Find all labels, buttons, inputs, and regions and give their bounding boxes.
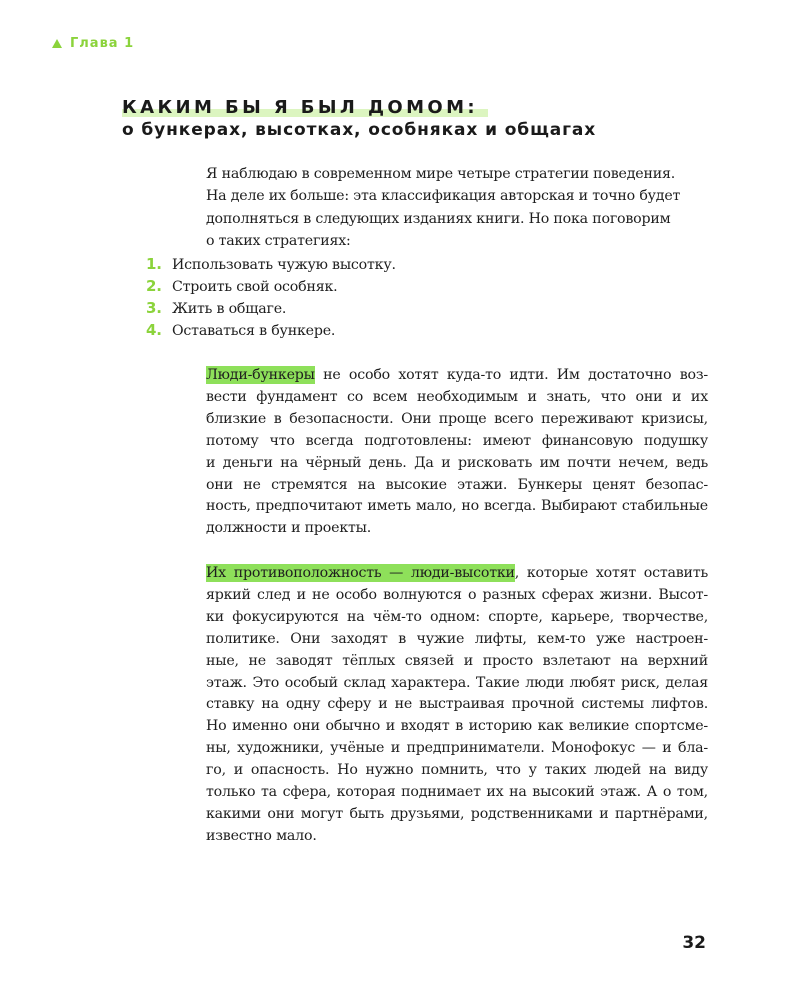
list-number: 4. <box>146 321 162 339</box>
text-line: ные, не заводят тёплых связей и просто взлетают на верхний <box>206 652 708 669</box>
text-line: Я наблюдаю в современном мире четыре стратегии поведения. <box>206 166 676 182</box>
text-line: известно мало. <box>206 827 317 844</box>
text-line: близкие в безопасности. Они проще всего переживают кризисы, <box>206 410 708 427</box>
text-line: Их противоположность — люди-высотки, которые хотят оставить <box>206 565 708 581</box>
list-item <box>146 255 396 277</box>
text-line: Люди-бункеры не особо хотят куда-то идти. Им достаточно воз- <box>206 367 708 383</box>
towers-paragraph <box>206 563 708 848</box>
intro-paragraph <box>206 163 709 253</box>
list-item <box>146 277 396 299</box>
text-line: дополняться в следующих изданиях книги. Но пока поговорим <box>206 210 671 227</box>
text-line: потому что всегда подготовлены: имеют финансовую подушку <box>206 432 708 449</box>
text-line: ки фокусируются на чём-то одном: спорте, карьере, творчестве, <box>206 608 708 625</box>
text-line: и деньги на чёрный день. Да и рисковать им почти нечем, ведь <box>206 454 708 471</box>
text-line: о таких стратегиях: <box>206 233 351 250</box>
text-line: яркий след и не особо волнуются о разных сферах жизни. Высот- <box>206 586 708 603</box>
towers-highlight: Их противоположность — люди-высотки <box>206 565 515 581</box>
list-item <box>146 321 396 343</box>
text-line: должности и проекты. <box>206 520 372 537</box>
triangle-icon <box>52 39 62 48</box>
list-item <box>146 299 396 321</box>
text-line: политике. Они заходят в чужие лифты, кем-то уже настроен- <box>206 630 708 647</box>
section-title <box>122 97 596 140</box>
chapter-label: Глава 1 <box>70 36 135 51</box>
list-text: Оставаться в бункере. <box>172 323 336 339</box>
text-line: ность, предпочитают иметь мало, но всегда. Выбирают стабильные <box>206 498 708 515</box>
text-line: только та сфера, которая поднимает их на высокий этаж. А о том, <box>206 784 708 801</box>
bunkers-paragraph <box>206 365 708 540</box>
text-line: ставку на одну сферу и не выстраивая прочной системы лифтов. <box>206 696 708 713</box>
list-number: 3. <box>146 299 162 317</box>
text-line: вести фундамент со всем необходимым и знать, что они и их <box>206 388 708 405</box>
section-heading: КАКИМ БЫ Я БЫЛ ДОМОМ: <box>122 97 482 118</box>
text-line: Но именно они обычно и входят в историю как великие спортсме- <box>206 718 708 735</box>
text-line: го, и опасность. Но нужно помнить, что у таких людей на виду <box>206 762 708 779</box>
list-text: Строить свой особняк. <box>172 279 338 295</box>
strategy-list <box>146 255 396 343</box>
section-subtitle: о бункерах, высотках, особняках и общагах <box>122 120 597 140</box>
text-line: какими они могут быть друзьями, родственниками и партнёрами, <box>206 805 708 822</box>
list-number: 1. <box>146 255 162 273</box>
list-text: Использовать чужую высотку. <box>172 257 396 273</box>
chapter-header <box>52 36 134 51</box>
text-line: они не стремятся на высокие этажи. Бункеры ценят безопас- <box>206 476 708 493</box>
text-line: ны, художники, учёные и предприниматели. Монофокус — и бла- <box>206 740 708 757</box>
page-number: 32 <box>682 933 706 953</box>
list-text: Жить в общаге. <box>172 301 287 317</box>
text-line: На деле их больше: эта классификация авторская и точно будет <box>206 188 681 205</box>
text-line: этаж. Это особый склад характера. Такие люди любят риск, делая <box>206 674 708 691</box>
list-number: 2. <box>146 277 162 295</box>
bunkers-highlight: Люди-бункеры <box>206 367 315 383</box>
